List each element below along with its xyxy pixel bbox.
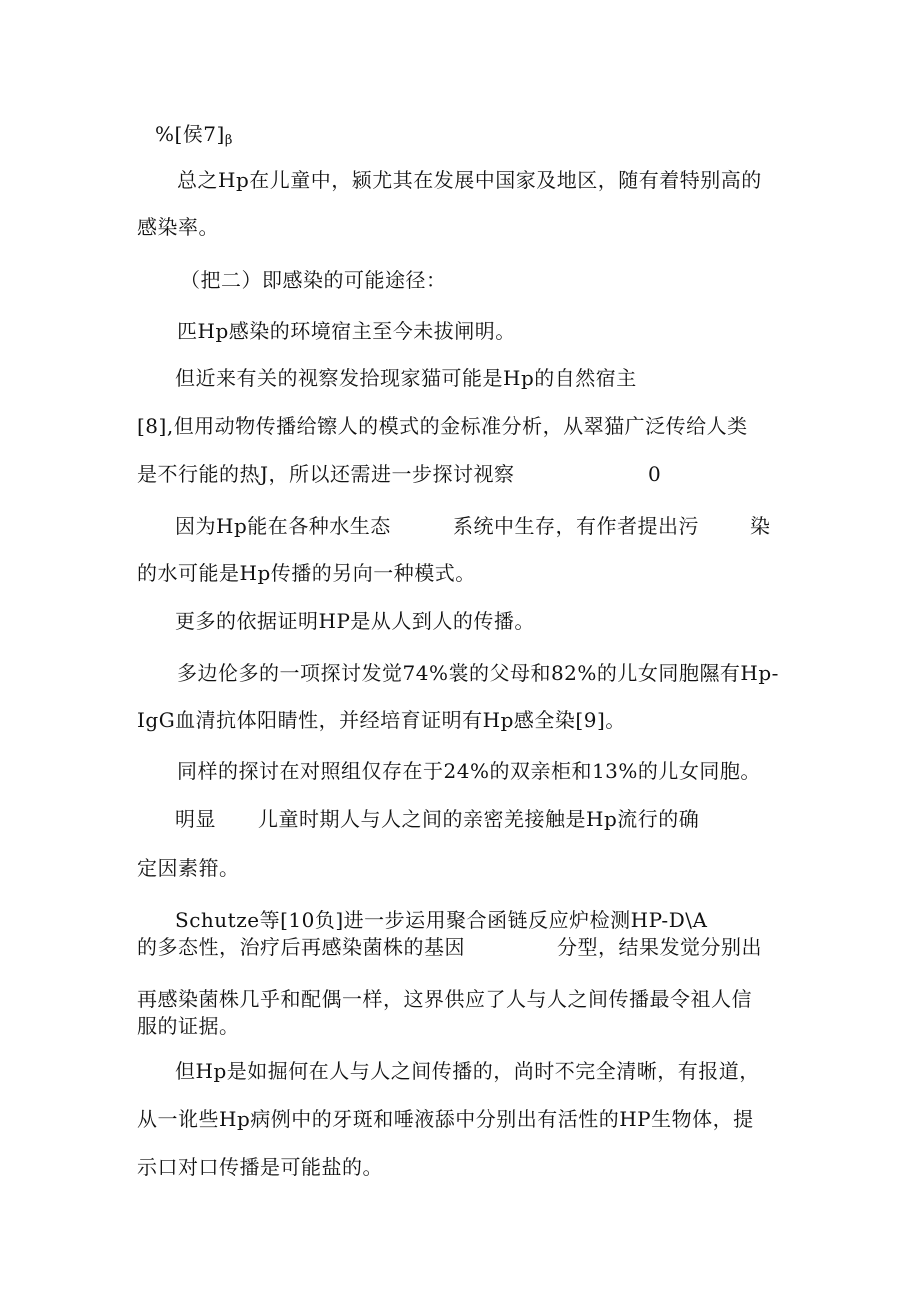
paragraph-line: 示口对口传播是可能盐的。 — [137, 1155, 383, 1179]
paragraph-line: 多边伦多的一项探讨发觉74%裳的父母和82%的儿女同胞隰有Hp- — [177, 661, 779, 685]
line-text: 的多态性，治疗后再感染菌株的基因 — [137, 935, 465, 959]
paragraph-line: 总之Hp在儿童中，颍尤其在发展中国家及地区，随有着特别高的 — [177, 168, 762, 192]
paragraph-line: 定因素箝。 — [137, 856, 240, 880]
paragraph-line: 匹Hp感染的环境宿主至今未拔闸明。 — [177, 319, 516, 343]
fragment-line — [155, 121, 233, 154]
paragraph-line: 但Hp是如掘何在人与人之间传播的，尚时不完全清晰，有报道， — [175, 1059, 760, 1083]
line-text: 是不行能的热J，所以还需进一步探讨视察 — [137, 462, 515, 486]
paragraph-line — [175, 513, 775, 539]
line-text: 系统中生存，有作者提出污 — [453, 514, 699, 538]
paragraph-line: 服的证据。 — [137, 1014, 240, 1038]
line-text: 儿童时期人与人之间的亲密羌接触是Hp流行的确 — [258, 807, 700, 831]
paragraph-line — [137, 934, 762, 960]
paragraph-line: 感染率。 — [137, 215, 219, 239]
paragraph-line: 的水可能是Hp传播的另向一种模式。 — [137, 561, 476, 585]
paragraph-line: 再感染菌株几乎和配偶一样，这界供应了人与人之间传播最令祖人信 — [137, 987, 752, 1011]
paragraph-line: IgG血清抗体阳睛性，并经培育证明有Hp感全染[9]。 — [137, 708, 626, 732]
paragraph-line: 但近来有关的视察发拾现家猫可能是Hp的自然宿主 — [175, 366, 637, 390]
paragraph-line: 更多的依据证明HP是从人到人的传播。 — [175, 609, 535, 633]
section-heading: （把二）即感染的可能途径： — [180, 268, 447, 292]
line-text: 明显 — [175, 807, 216, 831]
fragment-subscript: β — [224, 133, 233, 148]
line-text: 染 — [750, 514, 771, 538]
line-text: 分型，结果发觉分别出 — [557, 935, 762, 959]
paragraph-line: Schutze等[10负]进一步运用聚合函链反应炉检测HP-D\A — [175, 908, 708, 932]
line-text: 因为Hp能在各种水生态 — [175, 514, 391, 538]
paragraph-line: 从一讹些Hp病例中的牙斑和唾液舔中分别出有活性的HP生物体，提 — [137, 1107, 754, 1131]
fragment-text: %[侯7] — [155, 122, 225, 146]
paragraph-line — [137, 461, 662, 487]
paragraph-line: [8],但用动物传播给镲人的模式的金标准分析，从翠猫广泛传给人类 — [137, 414, 748, 438]
paragraph-line: 同样的探讨在对照组仅存在于24%的双亲柜和13%的儿女同胞。 — [177, 759, 761, 783]
paragraph-line — [175, 806, 700, 832]
stray-digit: 0 — [648, 462, 662, 486]
